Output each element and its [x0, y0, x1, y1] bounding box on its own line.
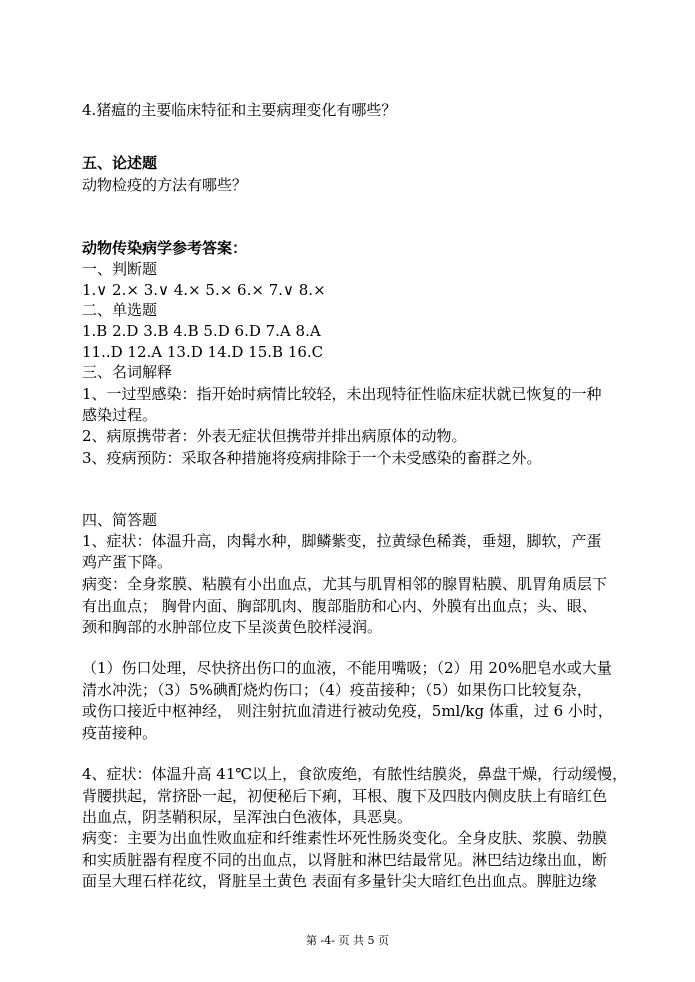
- answer-4-line-3: 出血点，阴茎鞘积尿，呈浑浊白色液体，具恶臭。: [82, 808, 413, 826]
- term-1-line-1: 1、一过型感染：指开始时病情比较轻，未出现特征性临床症状就已恢复的一种: [82, 385, 602, 403]
- section-5-heading: 五、论述题: [82, 154, 158, 172]
- answer-1-line-2: 鸡产蛋下降。: [82, 553, 173, 571]
- answer-3-line-1: （1）伤口处理，尽快挤出伤口的血液，不能用嘴吸；（2）用 20%肥皂水或大量: [82, 659, 612, 677]
- terms-heading: 三、名词解释: [82, 363, 173, 381]
- answers-title: 动物传染病学参考答案：: [82, 239, 248, 257]
- single-choice-heading: 二、单选题: [82, 301, 158, 319]
- term-1-line-2: 感染过程。: [82, 406, 158, 424]
- term-3: 3、疫病预防：采取各种措施将疫病排除于一个未受感染的畜群之外。: [82, 449, 542, 467]
- judge-heading: 一、判断题: [82, 260, 158, 278]
- answer-1-line-3: 病变：全身浆膜、粘膜有小出血点，尤其与肌胃相邻的腺胃粘膜、肌胃角质层下: [82, 575, 608, 593]
- question-4: 4.猪瘟的主要临床特征和主要病理变化有哪些？: [82, 101, 397, 119]
- answer-4-line-1: 4、症状：体温升高 41℃以上，食欲废绝，有脓性结膜炎，鼻盘干燥，行动缓慢，: [82, 765, 628, 783]
- judge-answers: 1.∨ 2.× 3.∨ 4.× 5.× 6.× 7.∨ 8.×: [82, 281, 326, 299]
- section-5-question: 动物检疫的方法有哪些？: [82, 176, 248, 194]
- short-answer-heading: 四、简答题: [82, 511, 158, 529]
- single-choice-answers-1: 1.B 2.D 3.B 4.B 5.D 6.D 7.A 8.A: [82, 322, 321, 340]
- single-choice-answers-2: 11..D 12.A 13.D 14.D 15.B 16.C: [82, 343, 324, 361]
- answer-4-line-5: 和实质脏器有程度不同的出血点，以肾脏和淋巴结最常见。淋巴结边缘出血，断: [82, 851, 608, 869]
- answer-4-line-2: 背腰拱起，常挤卧一起，初便秘后下痢，耳根、腹下及四肢内侧皮肤上有暗红色: [82, 787, 608, 805]
- term-2: 2、病原携带者：外表无症状但携带并排出病原体的动物。: [82, 427, 467, 445]
- answer-1-line-5: 颈和胸部的水肿部位皮下呈淡黄色胶样浸润。: [82, 618, 383, 636]
- answer-1-line-1: 1、症状：体温升高，肉髯水种，脚鳞紫变，拉黄绿色稀粪，垂翅，脚软，产蛋: [82, 532, 602, 550]
- answer-3-line-2: 清水冲洗；（3）5%碘酊烧灼伤口；（4）疫苗接种；（5）如果伤口比较复杂，: [82, 681, 592, 699]
- page-footer: 第 -4- 页 共 5 页: [306, 934, 389, 947]
- answer-3-line-3: 或伤口接近中枢神经， 则注射抗血清进行被动免疫，5ml/kg 体重，过 6 小时，: [82, 702, 613, 720]
- answer-4-line-4: 病变：主要为出血性败血症和纤维素性坏死性肠炎变化。全身皮肤、浆膜、勃膜: [82, 829, 608, 847]
- answer-4-line-6: 面呈大理石样花纹，肾脏呈土黄色 表面有多量针尖大暗红色出血点。脾脏边缘: [82, 872, 597, 890]
- answer-1-line-4: 有出血点； 胸骨内面、胸部肌肉、腹部脂肪和心内、外膜有出血点；头、眼、: [82, 597, 597, 615]
- answer-3-line-4: 疫苗接种。: [82, 724, 158, 742]
